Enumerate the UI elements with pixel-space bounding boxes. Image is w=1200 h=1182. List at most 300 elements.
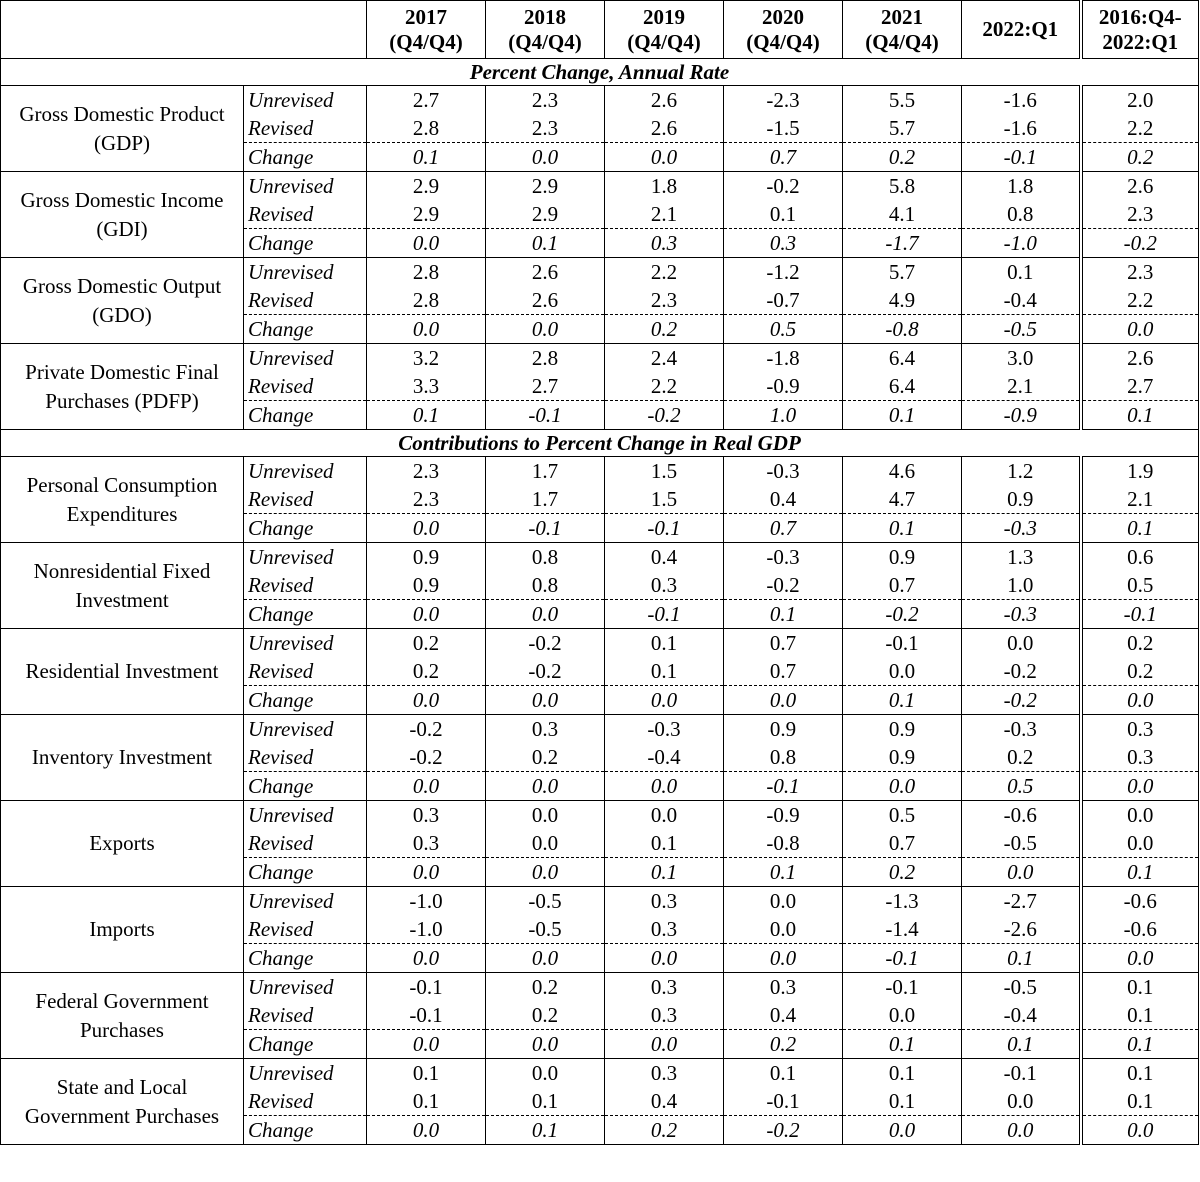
value-cell: -0.1 — [724, 772, 843, 801]
value-cell: 0.1 — [962, 1030, 1081, 1059]
value-cell: 0.0 — [962, 1116, 1081, 1145]
series-name-line2: Expenditures — [66, 501, 178, 526]
value-cell: -0.1 — [1081, 600, 1199, 629]
value-cell: 2.1 — [1081, 485, 1199, 514]
column-header — [962, 1, 1081, 59]
value-cell: 0.0 — [486, 829, 605, 858]
value-cell: 2.9 — [367, 172, 486, 201]
series-name-line2: (GDP) — [94, 130, 150, 155]
value-cell: -0.5 — [962, 829, 1081, 858]
value-cell: -0.1 — [605, 514, 724, 543]
value-cell: 0.0 — [1081, 829, 1199, 858]
value-cell: -0.1 — [962, 1059, 1081, 1088]
value-cell: 0.0 — [486, 944, 605, 973]
row-type-label: Change — [244, 858, 367, 887]
value-cell: 2.6 — [486, 258, 605, 287]
value-cell: 2.2 — [605, 258, 724, 287]
value-cell: 0.0 — [843, 772, 962, 801]
row-type-label: Revised — [248, 374, 314, 398]
value-cell: 2.3 — [367, 457, 486, 486]
value-cell: 0.3 — [724, 973, 843, 1002]
value-cell: 2.8 — [486, 344, 605, 373]
row-type-label: Change — [244, 944, 367, 973]
column-header-line1: 2016:Q4- — [1098, 4, 1182, 29]
value-cell: -0.3 — [962, 715, 1081, 744]
row-type-label: Revised — [248, 1003, 314, 1027]
value-cell: 0.2 — [1081, 657, 1199, 686]
value-cell: 0.1 — [1081, 514, 1199, 543]
value-cell: 0.0 — [1081, 1116, 1199, 1145]
row-type-label: Revised — [248, 831, 314, 855]
value-cell: 0.0 — [962, 629, 1081, 658]
value-cell: 0.2 — [962, 743, 1081, 772]
value-cell: 0.0 — [486, 315, 605, 344]
value-cell: 0.1 — [843, 1087, 962, 1116]
value-cell: -0.1 — [605, 600, 724, 629]
table-row — [1, 543, 1199, 572]
value-cell: 0.0 — [367, 858, 486, 887]
value-cell: -0.2 — [367, 715, 486, 744]
value-cell: 0.2 — [843, 143, 962, 172]
table-row — [1, 887, 1199, 916]
series-name-line1: Nonresidential Fixed — [33, 558, 211, 583]
value-cell: 0.1 — [962, 258, 1081, 287]
table-row — [1, 258, 1199, 287]
value-cell: 0.5 — [1081, 571, 1199, 600]
series-name-line1: Gross Domestic Output — [22, 273, 222, 298]
value-cell: 0.1 — [724, 200, 843, 229]
value-cell: -0.2 — [367, 743, 486, 772]
row-type-label: Unrevised — [244, 715, 367, 744]
column-header-line2: (Q4/Q4) — [508, 29, 582, 54]
value-cell: 0.7 — [724, 514, 843, 543]
value-cell: -1.0 — [367, 915, 486, 944]
value-cell: -0.5 — [962, 973, 1081, 1002]
row-type-label: Revised — [248, 917, 314, 941]
value-cell: -0.1 — [486, 514, 605, 543]
value-cell: 1.0 — [724, 401, 843, 430]
value-cell: 0.2 — [367, 629, 486, 658]
value-cell: -0.1 — [843, 973, 962, 1002]
value-cell: 0.2 — [1081, 629, 1199, 658]
value-cell: -0.1 — [367, 973, 486, 1002]
value-cell: 0.1 — [843, 514, 962, 543]
value-cell: 0.0 — [486, 1059, 605, 1088]
value-cell: 2.3 — [486, 86, 605, 115]
value-cell: 0.3 — [605, 915, 724, 944]
series-name — [1, 172, 244, 258]
value-cell: 0.2 — [486, 743, 605, 772]
value-cell: -0.2 — [962, 657, 1081, 686]
row-type-label: Revised — [248, 202, 314, 226]
row-type-label: Unrevised — [244, 543, 367, 572]
value-cell: 2.3 — [1081, 200, 1199, 229]
value-cell: 5.7 — [843, 258, 962, 287]
row-type-label: Change — [244, 229, 367, 258]
value-cell: 0.0 — [1081, 315, 1199, 344]
series-name-line1: State and Local — [56, 1074, 188, 1099]
value-cell: 2.1 — [605, 200, 724, 229]
table-row — [1, 172, 1199, 201]
series-name — [1, 629, 244, 715]
value-cell: 0.1 — [605, 829, 724, 858]
value-cell: 0.0 — [605, 944, 724, 973]
value-cell: 0.0 — [486, 600, 605, 629]
value-cell: -0.9 — [962, 401, 1081, 430]
value-cell: 1.0 — [962, 571, 1081, 600]
value-cell: 3.3 — [367, 372, 486, 401]
value-cell: 0.0 — [486, 772, 605, 801]
value-cell: -0.3 — [605, 715, 724, 744]
column-header-line2: (Q4/Q4) — [865, 29, 939, 54]
table-row — [1, 629, 1199, 658]
value-cell: 0.3 — [605, 1059, 724, 1088]
value-cell: 1.2 — [962, 457, 1081, 486]
value-cell: -0.3 — [962, 600, 1081, 629]
value-cell: 0.0 — [843, 1001, 962, 1030]
value-cell: 0.0 — [367, 229, 486, 258]
value-cell: 0.0 — [724, 887, 843, 916]
value-cell: 2.4 — [605, 344, 724, 373]
value-cell: 0.3 — [367, 801, 486, 830]
value-cell: 5.8 — [843, 172, 962, 201]
value-cell: -0.4 — [605, 743, 724, 772]
value-cell: 2.7 — [1081, 372, 1199, 401]
value-cell: 2.8 — [367, 114, 486, 143]
value-cell: -1.8 — [724, 344, 843, 373]
series-name — [1, 715, 244, 801]
table-row — [1, 715, 1199, 744]
value-cell: 0.1 — [605, 858, 724, 887]
column-header-line2: 2022:Q1 — [1102, 29, 1179, 54]
value-cell: 2.6 — [1081, 344, 1199, 373]
value-cell: 2.3 — [367, 485, 486, 514]
value-cell: -0.2 — [486, 657, 605, 686]
value-cell: 0.3 — [724, 229, 843, 258]
value-cell: -1.2 — [724, 258, 843, 287]
section-title: Contributions to Percent Change in Real GDP — [1, 430, 1199, 457]
value-cell: -0.1 — [843, 944, 962, 973]
value-cell: -0.8 — [843, 315, 962, 344]
value-cell: -0.2 — [1081, 229, 1199, 258]
value-cell: 0.3 — [605, 1001, 724, 1030]
value-cell: 2.2 — [605, 372, 724, 401]
value-cell: 0.9 — [843, 543, 962, 572]
value-cell: -1.7 — [843, 229, 962, 258]
value-cell: 0.3 — [605, 887, 724, 916]
series-name — [1, 344, 244, 430]
value-cell: 5.5 — [843, 86, 962, 115]
value-cell: -0.2 — [724, 571, 843, 600]
value-cell: 0.0 — [605, 801, 724, 830]
row-type-label: Unrevised — [244, 801, 367, 830]
value-cell: -0.6 — [1081, 887, 1199, 916]
value-cell: -0.6 — [1081, 915, 1199, 944]
series-name — [1, 801, 244, 887]
value-cell: 0.9 — [843, 743, 962, 772]
row-type-label: Revised — [248, 659, 314, 683]
value-cell: 0.1 — [724, 1059, 843, 1088]
value-cell: 0.1 — [1081, 401, 1199, 430]
value-cell: 0.6 — [1081, 543, 1199, 572]
value-cell: 2.8 — [367, 258, 486, 287]
column-header-line1: 2019 — [643, 4, 685, 29]
value-cell: 2.9 — [367, 200, 486, 229]
row-type-label: Change — [244, 600, 367, 629]
row-type-label: Unrevised — [244, 344, 367, 373]
value-cell: 2.3 — [486, 114, 605, 143]
value-cell: 0.0 — [486, 858, 605, 887]
column-header-line1: 2018 — [524, 4, 566, 29]
row-type-label: Revised — [248, 1089, 314, 1113]
value-cell: 0.2 — [1081, 143, 1199, 172]
value-cell: -1.0 — [367, 887, 486, 916]
value-cell: 0.0 — [1081, 944, 1199, 973]
table-row — [1, 344, 1199, 373]
series-name-line2: Investment — [75, 587, 169, 612]
row-type-label: Change — [244, 315, 367, 344]
value-cell: 0.4 — [605, 543, 724, 572]
series-name — [1, 1059, 244, 1145]
column-header-line1: 2022:Q1 — [982, 17, 1059, 41]
value-cell: 0.5 — [962, 772, 1081, 801]
value-cell: 0.8 — [486, 543, 605, 572]
column-header — [1081, 1, 1199, 59]
value-cell: -0.1 — [367, 1001, 486, 1030]
column-header — [605, 1, 724, 59]
value-cell: 0.0 — [367, 600, 486, 629]
value-cell: 0.5 — [724, 315, 843, 344]
value-cell: -2.3 — [724, 86, 843, 115]
series-name-line1: Inventory Investment — [31, 745, 213, 769]
value-cell: -0.3 — [962, 514, 1081, 543]
series-name-line2: Purchases (PDFP) — [45, 388, 199, 413]
value-cell: 0.3 — [1081, 715, 1199, 744]
value-cell: 0.3 — [605, 973, 724, 1002]
value-cell: -2.6 — [962, 915, 1081, 944]
table-row — [1, 973, 1199, 1002]
value-cell: 2.6 — [486, 286, 605, 315]
row-type-label: Change — [244, 143, 367, 172]
value-cell: 0.1 — [962, 944, 1081, 973]
row-type-label: Change — [244, 514, 367, 543]
row-type-label: Unrevised — [244, 258, 367, 287]
value-cell: 1.7 — [486, 457, 605, 486]
value-cell: 0.1 — [1081, 1030, 1199, 1059]
value-cell: -0.6 — [962, 801, 1081, 830]
value-cell: 2.6 — [605, 86, 724, 115]
row-type-label: Change — [244, 1030, 367, 1059]
row-type-label: Change — [244, 401, 367, 430]
value-cell: 4.9 — [843, 286, 962, 315]
value-cell: -0.5 — [486, 915, 605, 944]
value-cell: -0.9 — [724, 372, 843, 401]
value-cell: 0.1 — [367, 1087, 486, 1116]
value-cell: -0.1 — [486, 401, 605, 430]
value-cell: 0.7 — [724, 657, 843, 686]
value-cell: 0.1 — [486, 1116, 605, 1145]
value-cell: 0.7 — [724, 629, 843, 658]
row-type-label: Unrevised — [244, 629, 367, 658]
value-cell: 0.0 — [486, 801, 605, 830]
series-name — [1, 543, 244, 629]
value-cell: 0.1 — [367, 1059, 486, 1088]
value-cell: 1.7 — [486, 485, 605, 514]
value-cell: 0.0 — [367, 315, 486, 344]
table-row — [1, 1059, 1199, 1088]
series-name-line1: Residential Investment — [25, 659, 219, 683]
section-header-row — [1, 59, 1199, 86]
value-cell: -0.1 — [962, 143, 1081, 172]
series-name-line1: Gross Domestic Product — [19, 101, 225, 126]
series-name — [1, 457, 244, 543]
value-cell: -1.6 — [962, 114, 1081, 143]
value-cell: 0.0 — [843, 657, 962, 686]
value-cell: 0.0 — [605, 143, 724, 172]
series-name-line1: Exports — [89, 831, 155, 855]
value-cell: 0.9 — [843, 715, 962, 744]
value-cell: 2.0 — [1081, 86, 1199, 115]
value-cell: 0.0 — [962, 858, 1081, 887]
value-cell: 0.0 — [724, 944, 843, 973]
value-cell: 1.8 — [605, 172, 724, 201]
value-cell: 0.2 — [605, 1116, 724, 1145]
value-cell: 0.9 — [367, 571, 486, 600]
table-header — [1, 1, 1199, 59]
value-cell: 1.5 — [605, 457, 724, 486]
series-name-line1: Imports — [89, 917, 155, 941]
value-cell: 0.3 — [605, 229, 724, 258]
value-cell: -0.2 — [724, 1116, 843, 1145]
value-cell: 0.2 — [486, 1001, 605, 1030]
value-cell: -0.9 — [724, 801, 843, 830]
value-cell: 0.5 — [843, 801, 962, 830]
row-type-label: Unrevised — [244, 172, 367, 201]
value-cell: -0.2 — [962, 686, 1081, 715]
value-cell: -0.7 — [724, 286, 843, 315]
value-cell: 0.3 — [605, 571, 724, 600]
value-cell: 0.2 — [367, 657, 486, 686]
series-name — [1, 973, 244, 1059]
series-name-line1: Federal Government — [35, 988, 209, 1013]
value-cell: 2.6 — [1081, 172, 1199, 201]
value-cell: 0.0 — [605, 1030, 724, 1059]
column-header — [843, 1, 962, 59]
series-name-line1: Gross Domestic Income — [20, 187, 224, 212]
value-cell: 0.0 — [367, 686, 486, 715]
column-header — [724, 1, 843, 59]
value-cell: 0.0 — [724, 686, 843, 715]
value-cell: 2.6 — [605, 114, 724, 143]
value-cell: 0.0 — [962, 1087, 1081, 1116]
value-cell: 2.3 — [1081, 258, 1199, 287]
series-name-line2: (GDI) — [96, 216, 148, 241]
value-cell: 0.0 — [367, 1030, 486, 1059]
row-type-label: Unrevised — [244, 1059, 367, 1088]
value-cell: 0.4 — [724, 485, 843, 514]
value-cell: 6.4 — [843, 344, 962, 373]
value-cell: -1.4 — [843, 915, 962, 944]
column-header — [367, 1, 486, 59]
value-cell: 2.7 — [486, 372, 605, 401]
value-cell: 0.9 — [367, 543, 486, 572]
value-cell: 1.9 — [1081, 457, 1199, 486]
value-cell: 0.1 — [605, 629, 724, 658]
value-cell: 0.2 — [843, 858, 962, 887]
value-cell: -0.2 — [843, 600, 962, 629]
value-cell: 0.2 — [724, 1030, 843, 1059]
row-type-label: Revised — [248, 573, 314, 597]
value-cell: -0.4 — [962, 1001, 1081, 1030]
series-name-line2: Purchases — [80, 1017, 164, 1042]
value-cell: 0.1 — [724, 858, 843, 887]
value-cell: -0.2 — [724, 172, 843, 201]
value-cell: 0.8 — [486, 571, 605, 600]
value-cell: 2.2 — [1081, 114, 1199, 143]
value-cell: 2.9 — [486, 200, 605, 229]
column-header-line1: 2020 — [762, 4, 804, 29]
value-cell: -0.2 — [605, 401, 724, 430]
value-cell: 0.4 — [724, 1001, 843, 1030]
value-cell: 6.4 — [843, 372, 962, 401]
value-cell: 0.0 — [367, 514, 486, 543]
row-type-label: Revised — [248, 745, 314, 769]
value-cell: 1.8 — [962, 172, 1081, 201]
value-cell: 0.9 — [724, 715, 843, 744]
value-cell: 4.7 — [843, 485, 962, 514]
series-name-line1: Personal Consumption — [26, 472, 218, 497]
header-corner — [1, 1, 367, 59]
value-cell: 0.1 — [1081, 1087, 1199, 1116]
series-name-line2: (GDO) — [92, 302, 152, 327]
value-cell: 2.7 — [367, 86, 486, 115]
value-cell: -0.8 — [724, 829, 843, 858]
value-cell: 3.0 — [962, 344, 1081, 373]
value-cell: 2.2 — [1081, 286, 1199, 315]
value-cell: -1.3 — [843, 887, 962, 916]
value-cell: 0.1 — [605, 657, 724, 686]
series-name — [1, 258, 244, 344]
row-type-label: Revised — [248, 116, 314, 140]
value-cell: 0.0 — [1081, 801, 1199, 830]
value-cell: 1.3 — [962, 543, 1081, 572]
value-cell: -2.7 — [962, 887, 1081, 916]
value-cell: -1.5 — [724, 114, 843, 143]
value-cell: 0.3 — [1081, 743, 1199, 772]
value-cell: -1.0 — [962, 229, 1081, 258]
value-cell: 0.0 — [367, 1116, 486, 1145]
section-title: Percent Change, Annual Rate — [1, 59, 1199, 86]
value-cell: 0.8 — [724, 743, 843, 772]
value-cell: -0.3 — [724, 543, 843, 572]
value-cell: 0.1 — [367, 401, 486, 430]
value-cell: 0.9 — [962, 485, 1081, 514]
value-cell: 2.3 — [605, 286, 724, 315]
series-name — [1, 86, 244, 172]
value-cell: 0.1 — [486, 229, 605, 258]
value-cell: 0.2 — [486, 973, 605, 1002]
value-cell: 0.0 — [843, 1116, 962, 1145]
value-cell: 0.2 — [605, 315, 724, 344]
value-cell: 0.1 — [1081, 1059, 1199, 1088]
table-body — [1, 59, 1199, 1145]
value-cell: 0.7 — [843, 829, 962, 858]
row-type-label: Revised — [248, 487, 314, 511]
value-cell: 4.6 — [843, 457, 962, 486]
value-cell: 2.8 — [367, 286, 486, 315]
value-cell: 0.1 — [843, 401, 962, 430]
value-cell: -0.1 — [843, 629, 962, 658]
